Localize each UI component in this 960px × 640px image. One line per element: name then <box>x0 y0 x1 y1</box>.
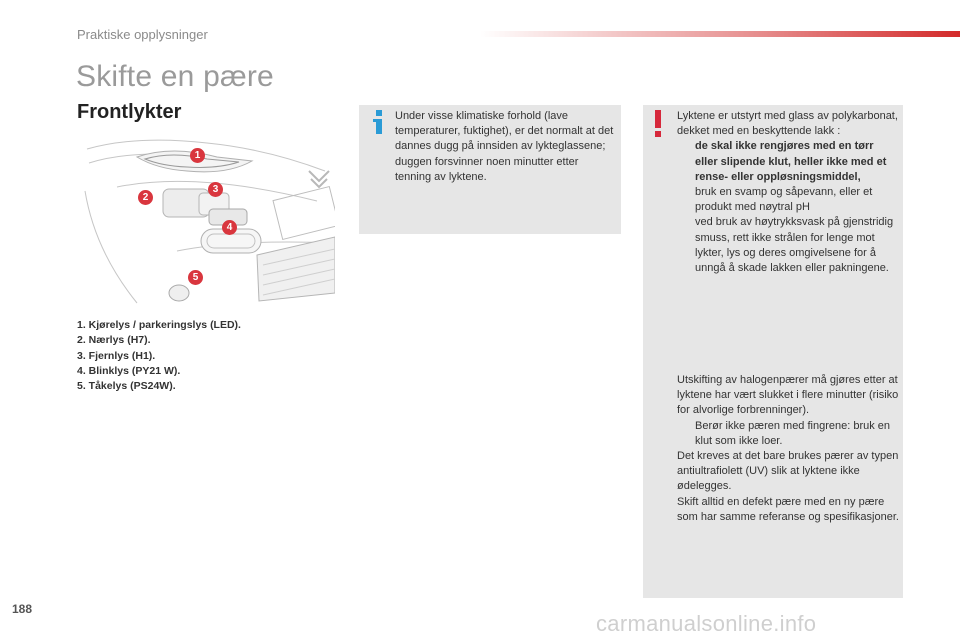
warning-text <box>677 109 899 276</box>
page-number: 188 <box>12 602 33 616</box>
section-label: Praktiske opplysninger <box>77 27 208 42</box>
legend-item: 1. Kjørelys / parkeringslys (LED). <box>77 319 241 331</box>
header-accent-bar <box>480 31 960 37</box>
warning-intro: Lyktene er utstyrt med glass av polykarbonat, dekket med en beskyttende lakk : <box>677 110 898 138</box>
legend-item: 5. Tåkelys (PS24W). <box>77 380 176 393</box>
halogen-note <box>677 373 899 525</box>
headlight-drawing <box>77 131 335 306</box>
legend-item: 4. Blinklys (PY21 W). <box>77 364 181 377</box>
callout-3: 3 <box>208 182 223 197</box>
warning-bullet-text: ved bruk av høytrykksvask på gjenstridig smuss, rett ikke strålen for lenge mot lykter, lys og deres omgivelsene for å unngå å skade lakken eller pakningene. <box>695 216 894 275</box>
page-title: Skifte en pære <box>76 60 274 93</box>
legend-item: 2. Nærlys (H7). <box>77 334 151 347</box>
warning-bullet <box>677 215 899 276</box>
headlight-illustration <box>77 131 335 306</box>
info-icon <box>372 110 386 134</box>
callout-1: 1 <box>190 148 205 163</box>
bulb-legend <box>77 318 241 394</box>
halogen-para: Skift alltid en defekt pære med en ny pære som har samme referanse og spesifikasjoner. <box>677 495 899 523</box>
callout-2: 2 <box>138 190 153 205</box>
halogen-bullet <box>677 419 899 449</box>
callout-4: 4 <box>222 220 237 235</box>
watermark: carmanualsonline.info <box>596 611 817 636</box>
info-text: Under visse klimatiske forhold (lave temperaturer, fuktighet), er det normalt at det dannes dugg på innsiden av lykteglassene; duggen forsvinner noen minutter etter tenning av lyktene. <box>395 110 614 183</box>
legend-item: 3. Fjernlys (H1). <box>77 349 156 362</box>
warning-icon <box>653 110 663 138</box>
warning-bullet <box>677 185 899 215</box>
warning-bullet-text: de skal ikke rengjøres med en tørr eller slipende klut, heller ikke med et rense- eller oppløsningsmiddel, <box>695 140 887 183</box>
halogen-bullet-text: Berør ikke pæren med fingrene: bruk en klut som ikke loer. <box>695 419 891 447</box>
halogen-para: Det kreves at det bare brukes pærer av typen antiultrafiolett (UV) slik at lyktene ikke ødelegges. <box>677 450 899 493</box>
warning-bullet-text: bruk en svamp og såpevann, eller et produkt med nøytral pH <box>695 186 873 214</box>
halogen-intro: Utskifting av halogenpærer må gjøres etter at lyktene har vært slukket i flere minutter (risiko for alvorlige forbrenninger). <box>677 374 899 417</box>
subheading: Frontlykter <box>77 101 182 123</box>
callout-5: 5 <box>188 270 203 285</box>
warning-bullet <box>677 139 899 185</box>
